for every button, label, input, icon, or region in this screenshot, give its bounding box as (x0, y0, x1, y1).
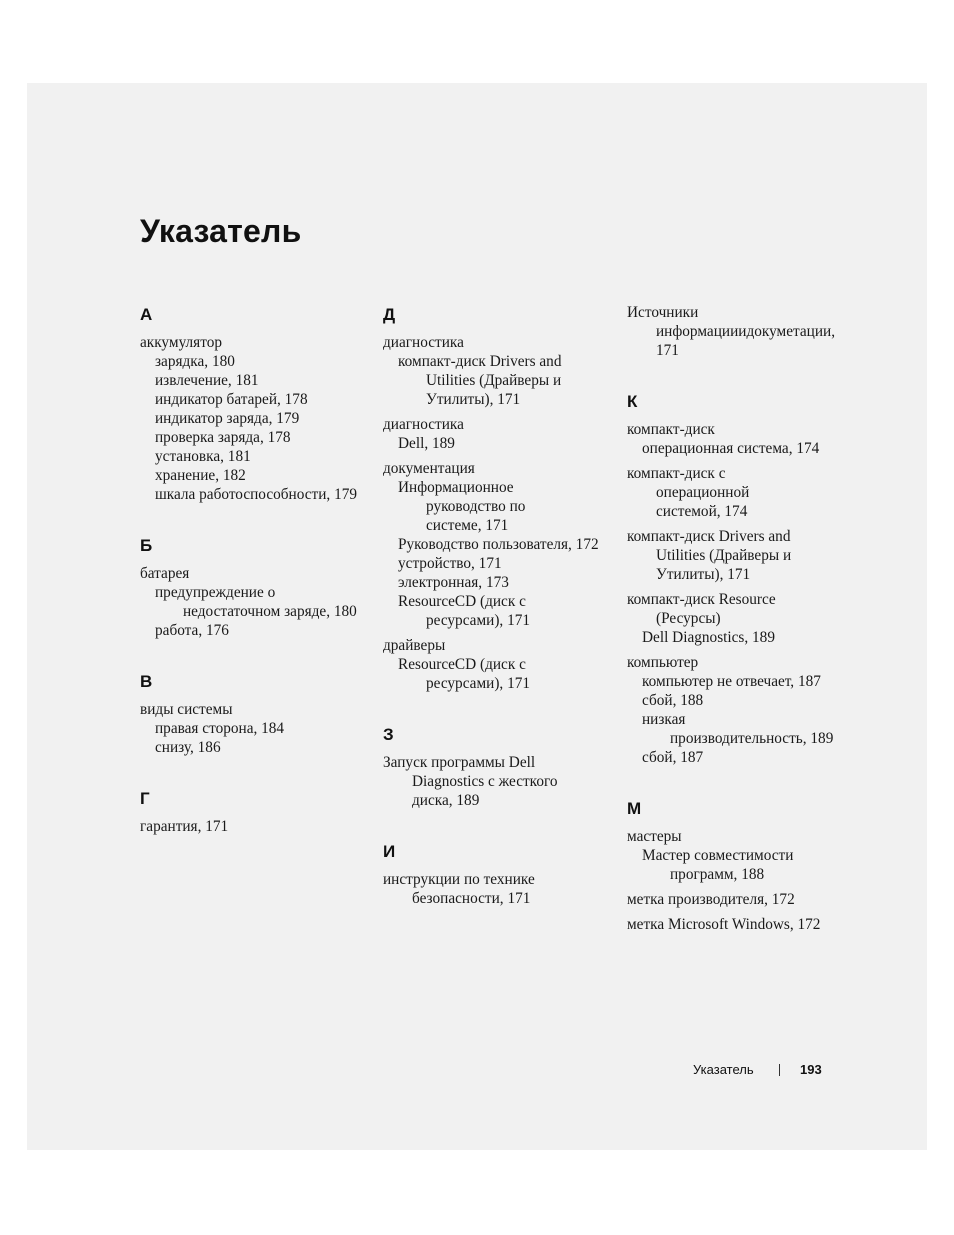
index-entry (627, 527, 862, 584)
index-subterm: ResourceCD (диск с (398, 656, 526, 673)
index-column-3 (627, 303, 862, 966)
index-subterm: системой, 174 (656, 503, 748, 520)
index-term: компьютер (627, 654, 699, 671)
index-term: компакт-диск (627, 421, 715, 438)
index-term: компакт-диск Drivers and (627, 528, 791, 545)
index-subterm: низкая (642, 711, 686, 728)
index-subterm: производительность, 189 (670, 730, 834, 747)
index-section (627, 303, 862, 360)
index-term: гарантия, 171 (140, 818, 229, 835)
index-entry (140, 333, 375, 504)
index-section (383, 725, 618, 810)
index-section (383, 305, 618, 693)
index-term: аккумулятор (140, 334, 222, 351)
index-subterm: Руководство пользователя, 172 (398, 536, 599, 553)
index-subterm: Информационное (398, 479, 514, 496)
index-subterm: хранение, 182 (155, 467, 246, 484)
index-subterm: Мастер совместимости (642, 847, 794, 864)
index-subterm: Dell, 189 (398, 435, 455, 452)
section-letter: Б (140, 536, 153, 555)
index-column-2 (383, 305, 618, 940)
index-subterm: недостаточном заряде, 180 (183, 603, 357, 620)
index-section (140, 305, 375, 504)
index-term: компакт-диск Resource (627, 591, 776, 608)
footer-section-label: Указатель (693, 1062, 754, 1077)
index-section (383, 842, 618, 908)
page-number: 193 (800, 1062, 822, 1077)
index-term: инструкции по технике (383, 871, 535, 888)
section-letter: М (627, 799, 642, 818)
index-subterm: ресурсами), 171 (426, 612, 531, 629)
index-section (140, 672, 375, 757)
index-subterm: снизу, 186 (155, 739, 221, 756)
index-subterm: безопасности, 171 (412, 890, 531, 907)
index-section (627, 392, 862, 767)
index-entry (627, 827, 862, 884)
index-entry (627, 890, 862, 909)
index-entry (627, 915, 862, 934)
index-subterm: Утилиты), 171 (656, 566, 751, 583)
index-subterm: извлечение, 181 (155, 372, 259, 389)
section-letter: Г (140, 789, 150, 808)
index-section (140, 789, 375, 836)
index-subterm: установка, 181 (155, 448, 251, 465)
index-term: Запуск программы Dell (383, 754, 536, 771)
index-subterm: операционной (656, 484, 750, 501)
index-entry (627, 590, 862, 647)
index-subterm: Utilities (Драйверы и (656, 547, 792, 564)
index-subterm: работа, 176 (155, 622, 229, 639)
index-term: Источники (627, 304, 699, 321)
index-entry (140, 700, 375, 757)
index-subterm: сбой, 187 (642, 749, 704, 766)
index-entry (383, 870, 618, 908)
index-term: диагностика (383, 334, 464, 351)
index-subterm: предупреждение о (155, 584, 276, 601)
index-subterm: руководство по (426, 498, 526, 515)
index-subterm: компакт-диск Drivers and (398, 353, 562, 370)
index-term: батарея (140, 565, 190, 582)
index-term: компакт-диск с (627, 465, 726, 482)
index-subterm: сбой, 188 (642, 692, 704, 709)
section-letter: В (140, 672, 153, 691)
index-subterm: ресурсами), 171 (426, 675, 531, 692)
index-subterm: Diagnostics с жесткого (412, 773, 558, 790)
page-footer (693, 1062, 822, 1077)
index-section (627, 799, 862, 934)
index-subterm: диска, 189 (412, 792, 480, 809)
index-subterm: программ, 188 (670, 866, 765, 883)
index-entry (383, 636, 618, 693)
index-subterm: ResourceCD (диск с (398, 593, 526, 610)
index-subterm: операционная система, 174 (642, 440, 820, 457)
index-subterm: Utilities (Драйверы и (426, 372, 562, 389)
index-term: драйверы (383, 637, 446, 654)
index-term: документация (383, 460, 475, 477)
index-entry (627, 420, 862, 458)
index-subterm: 171 (656, 342, 679, 359)
index-subterm: электронная, 173 (398, 574, 509, 591)
index-subterm: компьютер не отвечает, 187 (642, 673, 821, 690)
index-section (140, 536, 375, 640)
index-subterm: Утилиты), 171 (426, 391, 521, 408)
index-subterm: зарядка, 180 (155, 353, 235, 370)
index-subterm: (Ресурсы) (656, 610, 721, 627)
index-entry (383, 459, 618, 630)
index-entry (383, 753, 618, 810)
index-column-1 (140, 305, 375, 868)
index-subterm: проверка заряда, 178 (155, 429, 291, 446)
section-letter: К (627, 392, 638, 411)
index-entry (383, 415, 618, 453)
index-term: мастеры (627, 828, 682, 845)
index-subterm: устройство, 171 (398, 555, 502, 572)
index-entry (140, 564, 375, 640)
index-subterm: индикатор батарей, 178 (155, 391, 308, 408)
index-entry (140, 817, 375, 836)
index-entry (627, 303, 862, 360)
section-letter: Д (383, 305, 396, 324)
index-entry (383, 333, 618, 409)
index-term: диагностика (383, 416, 464, 433)
section-letter: А (140, 305, 153, 324)
index-subterm: системе, 171 (426, 517, 509, 534)
index-subterm: информацииидокуметации, (656, 323, 836, 340)
index-term: метка производителя, 172 (627, 891, 795, 908)
footer-separator (779, 1064, 780, 1076)
index-subterm: правая сторона, 184 (155, 720, 285, 737)
section-letter: З (383, 725, 394, 744)
index-entry (627, 653, 862, 767)
index-subterm: шкала работоспособности, 179 (155, 486, 358, 503)
index-term: виды системы (140, 701, 233, 718)
index-subterm: Dell Diagnostics, 189 (642, 629, 775, 646)
index-term: метка Microsoft Windows, 172 (627, 916, 821, 933)
index-entry (627, 464, 862, 521)
index-subterm: индикатор заряда, 179 (155, 410, 300, 427)
section-letter: И (383, 842, 396, 861)
page-title: Указатель (140, 213, 302, 249)
